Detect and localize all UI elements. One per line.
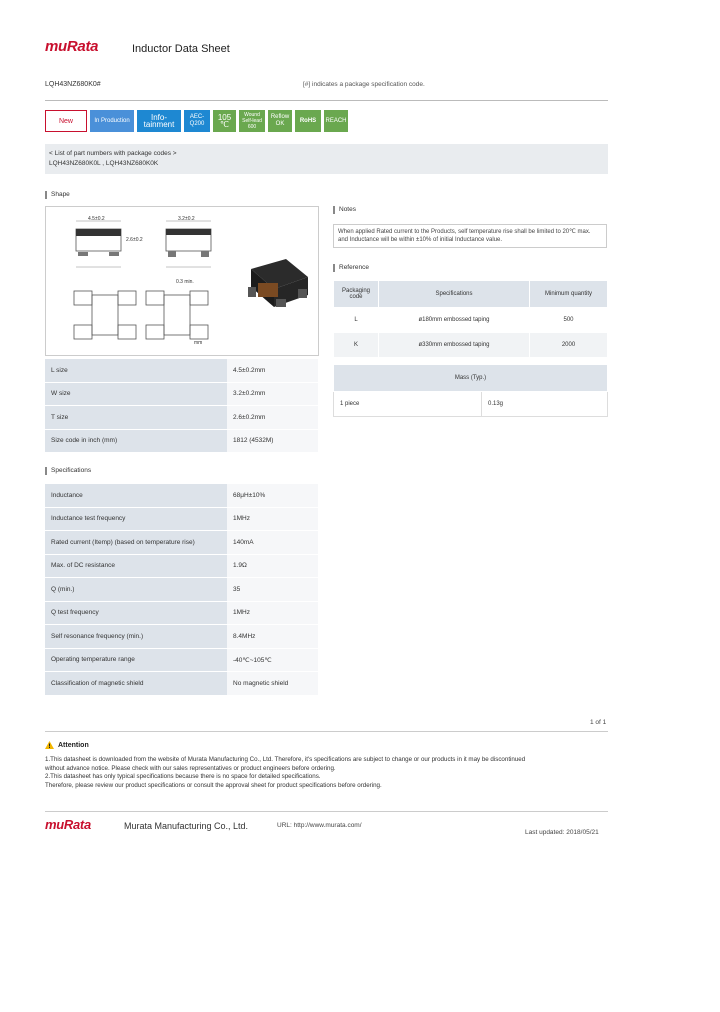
specifications-table xyxy=(45,484,318,696)
row-value: 1MHz xyxy=(227,601,318,625)
attention-line: Therefore, please review our product specifications or consult the approval sheet for product specifications before ordering. xyxy=(45,781,382,789)
attention-line: 2.This datasheet has only typical specifications because there is no space for detailed specifications. xyxy=(45,773,321,780)
row-label: Classification of magnetic shield xyxy=(45,672,227,696)
row-value: 3.2±0.2mm xyxy=(227,382,318,406)
row-value: 68μH±10% xyxy=(227,484,318,507)
row-value: No magnetic shield xyxy=(227,672,318,696)
badge-105c: 105 ℃ xyxy=(213,110,236,132)
dim-length: 4.5±0.2 xyxy=(88,216,105,222)
row-value: 4.5±0.2mm xyxy=(227,359,318,382)
table-row xyxy=(334,308,608,333)
cell: 500 xyxy=(530,308,608,333)
part-list-items: LQH43NZ680K0L , LQH43NZ680K0K xyxy=(49,160,159,167)
shape-drawing-box xyxy=(45,206,319,356)
murata-logo: muRata xyxy=(45,38,99,55)
table-row xyxy=(45,359,318,382)
cell: L xyxy=(334,308,379,333)
table-row xyxy=(45,578,318,602)
table-row xyxy=(45,484,318,507)
badge-reach: REACH xyxy=(324,110,348,132)
row-label: Rated current (Itemp) (based on temperature rise) xyxy=(45,531,227,555)
table-header-row xyxy=(334,281,608,308)
row-label: Size code in inch (mm) xyxy=(45,429,227,453)
part-number-list xyxy=(45,144,608,174)
mass-label: 1 piece xyxy=(334,392,482,417)
col-header: Specifications xyxy=(379,281,530,308)
row-label: Max. of DC resistance xyxy=(45,554,227,578)
dim-thickness: 2.6±0.2 xyxy=(126,237,143,243)
cell: K xyxy=(334,333,379,358)
table-row xyxy=(45,625,318,649)
table-header-row xyxy=(334,365,608,392)
page-title: Inductor Data Sheet xyxy=(132,43,230,55)
col-header: Packaging code xyxy=(334,281,379,308)
dim-min: 0.3 min. xyxy=(176,279,194,285)
mass-header: Mass (Typ.) xyxy=(334,365,608,392)
badge-aec-q200: AEC-Q200 xyxy=(184,110,210,132)
attention-title: Attention xyxy=(58,741,89,749)
attention-divider xyxy=(45,731,608,732)
part-number: LQH43NZ680K0# xyxy=(45,81,101,88)
reference-section-title: Reference xyxy=(333,264,369,272)
row-value: 8.4MHz xyxy=(227,625,318,649)
header-divider xyxy=(45,100,608,101)
table-row xyxy=(45,382,318,406)
specifications-section-title: Specifications xyxy=(45,467,91,475)
row-label: Operating temperature range xyxy=(45,648,227,672)
row-value: 140mA xyxy=(227,531,318,555)
table-row xyxy=(45,531,318,555)
cell: ø330mm embossed taping xyxy=(379,333,530,358)
shape-table xyxy=(45,359,318,453)
table-row xyxy=(45,429,318,453)
row-label: Inductance test frequency xyxy=(45,507,227,531)
notes-section-title: Notes xyxy=(333,206,356,214)
footer-url[interactable]: URL: http://www.murata.com/ xyxy=(277,822,362,829)
mass-table xyxy=(333,364,608,417)
badge-in-production: In Production xyxy=(90,110,134,132)
attention-header xyxy=(45,741,89,749)
cell: 2000 xyxy=(530,333,608,358)
page-number: 1 of 1 xyxy=(590,719,607,726)
reference-table xyxy=(333,280,608,358)
cell: ø180mm embossed taping xyxy=(379,308,530,333)
warning-icon xyxy=(45,741,54,749)
row-label: Self resonance frequency (min.) xyxy=(45,625,227,649)
row-label: Q test frequency xyxy=(45,601,227,625)
badge-new: New xyxy=(45,110,87,132)
footer-company: Murata Manufacturing Co., Ltd. xyxy=(124,821,249,831)
attention-text xyxy=(45,756,611,790)
footer-murata-logo: muRata xyxy=(45,817,91,832)
footer-divider xyxy=(45,811,608,812)
package-code-note: [#] indicates a package specification code. xyxy=(303,81,425,88)
row-value: 2.6±0.2mm xyxy=(227,406,318,430)
last-updated: Last updated: 2018/05/21 xyxy=(525,829,599,836)
dim-width: 3.2±0.2 xyxy=(178,216,195,222)
row-value: 1812 (4532M) xyxy=(227,429,318,453)
part-list-heading: < List of part numbers with package codes > xyxy=(49,150,177,157)
badge-wound: Wound Self-lead 600 xyxy=(239,110,265,132)
row-value: 1MHz xyxy=(227,507,318,531)
badge-reflow-ok: Reflow OK xyxy=(268,110,292,132)
badge-infotainment: Info-tainment xyxy=(137,110,181,132)
table-row xyxy=(334,392,608,417)
table-row xyxy=(45,672,318,696)
row-value: 35 xyxy=(227,578,318,602)
table-row xyxy=(45,554,318,578)
row-label: L size xyxy=(45,359,227,382)
row-value: -40℃~105℃ xyxy=(227,648,318,672)
row-value: 1.9Ω xyxy=(227,554,318,578)
row-label: Inductance xyxy=(45,484,227,507)
table-row xyxy=(45,601,318,625)
mass-value: 0.13g xyxy=(482,392,608,417)
notes-box: When applied Rated current to the Products, self temperature rise shall be limited to 20℃ max. and Inductance will be within ±10% of initial Inductance value. xyxy=(333,224,607,248)
col-header: Minimum quantity xyxy=(530,281,608,308)
attention-line: without advance notice. Please check with our sales representatives or product engineers before ordering. xyxy=(45,764,336,772)
row-label: Q (min.) xyxy=(45,578,227,602)
shape-section-title: Shape xyxy=(45,191,70,199)
table-row xyxy=(45,406,318,430)
row-label: W size xyxy=(45,382,227,406)
table-row xyxy=(45,507,318,531)
badge-rohs: RoHS xyxy=(295,110,321,132)
attention-line: 1.This datasheet is downloaded from the website of Murata Manufacturing Co., Ltd. Therefore, it's specifications are subject to change or our products in it may be discontinued xyxy=(45,756,526,763)
unit-label: mm xyxy=(194,340,203,346)
table-row xyxy=(334,333,608,358)
table-row xyxy=(45,648,318,672)
row-label: T size xyxy=(45,406,227,430)
